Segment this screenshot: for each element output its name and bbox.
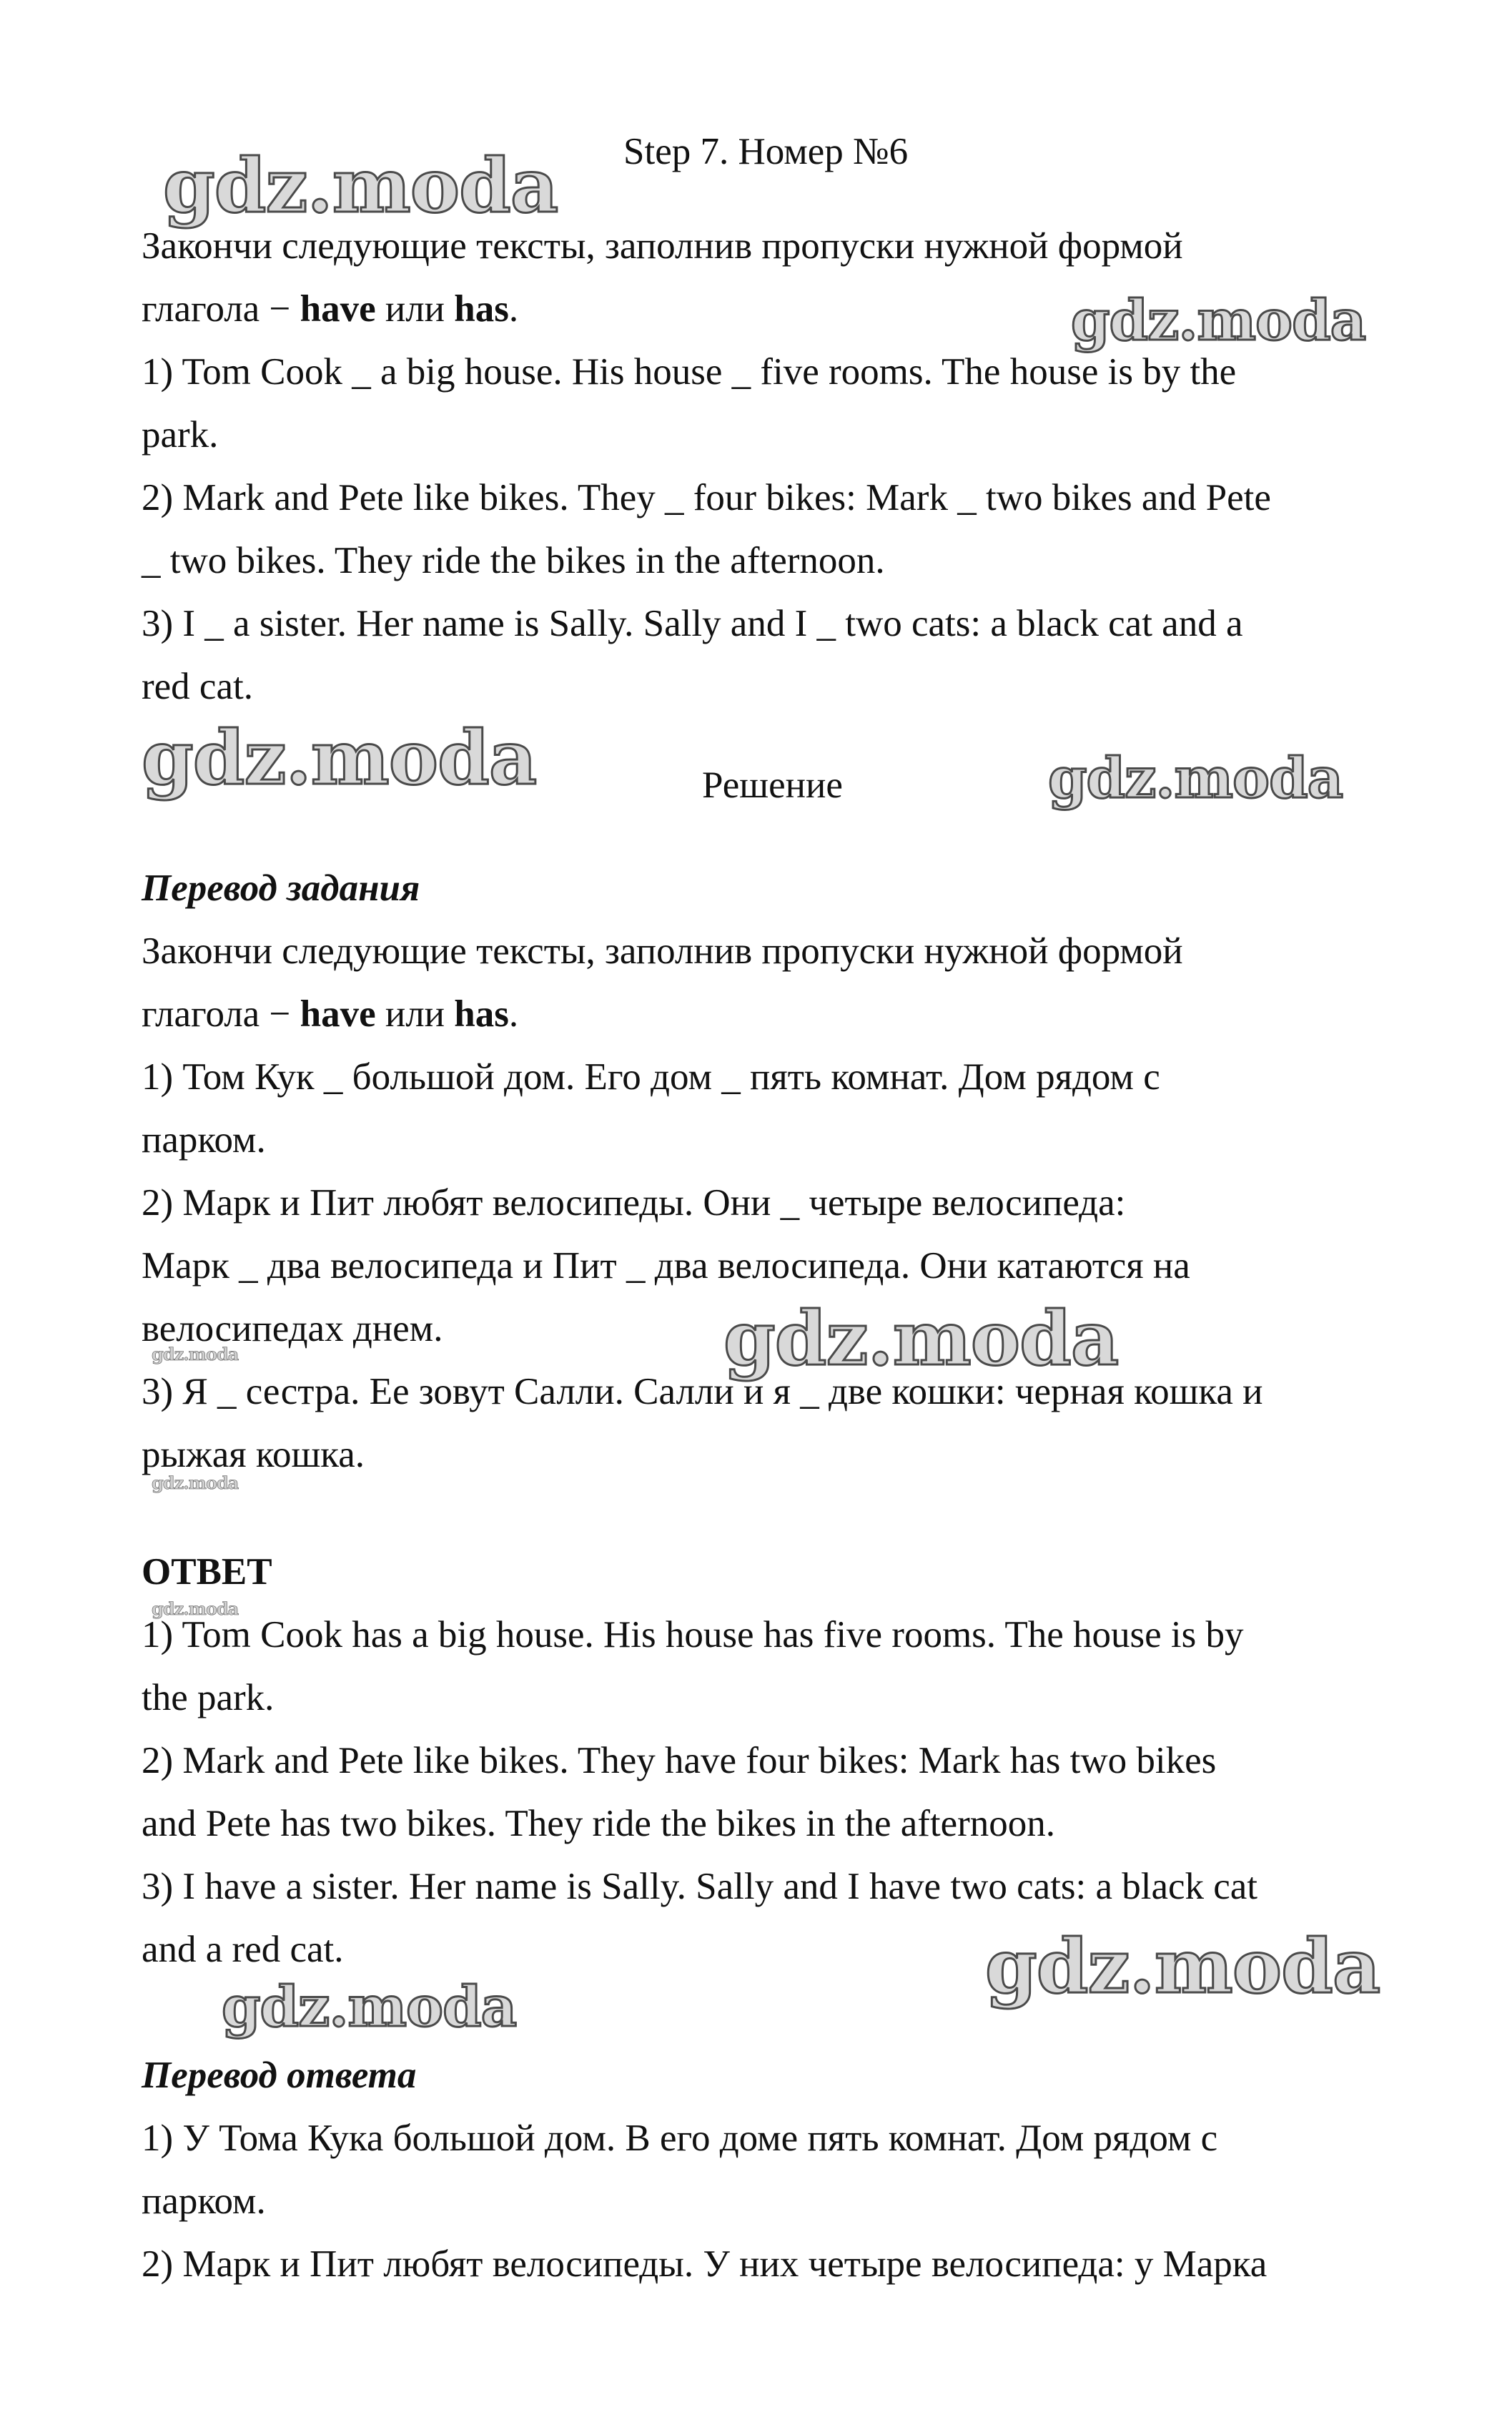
task-translation-intro-prefix: глагола − — [142, 993, 300, 1035]
answer-translation-line: парком. — [142, 2180, 266, 2222]
task-translation-line: Марк _ два велосипеда и Пит _ два велосипеда. Они катаются на — [142, 1245, 1190, 1287]
solution-label: Решение — [702, 764, 843, 806]
watermark-logo: gdz.moda — [152, 1598, 239, 1619]
watermark-logo: gdz.moda — [1048, 746, 1343, 811]
answer-line: and Pete has two bikes. They ride the bikes in the afternoon. — [142, 1803, 1056, 1844]
task-line: 1) Tom Cook _ a big house. His house _ five rooms. The house is by the — [142, 351, 1237, 393]
page-title: Step 7. Номер №6 — [623, 131, 909, 172]
answer-line: 3) I have a sister. Her name is Sally. Sally and I have two cats: a black cat — [142, 1866, 1258, 1907]
answer-line: and a red cat. — [142, 1929, 344, 1970]
task-translation-heading: Перевод задания — [142, 867, 420, 909]
watermark-logo: gdz.moda — [152, 1344, 239, 1364]
answer-line: 1) Tom Cook has a big house. His house has five rooms. The house is by — [142, 1614, 1244, 1656]
task-period: . — [508, 288, 519, 330]
watermark-logo: gdz.moda — [152, 1472, 239, 1493]
answer-line: 2) Mark and Pete like bikes. They have four bikes: Mark has two bikes — [142, 1740, 1217, 1781]
answer-translation-heading: Перевод ответа — [142, 2055, 417, 2096]
task-translation-line: 3) Я _ сестра. Ее зовут Салли. Салли и я _ две кошки: черная кошка и — [142, 1371, 1263, 1412]
task-translation-word-has: has — [454, 993, 509, 1035]
task-word-have: have — [300, 288, 376, 330]
answer-line: the park. — [142, 1677, 275, 1718]
watermark-logo: gdz.moda — [163, 142, 558, 230]
answer-translation-line: 1) У Тома Кука большой дом. В его доме пять комнат. Дом рядом с — [142, 2117, 1218, 2159]
task-translation-line: рыжая кошка. — [142, 1434, 365, 1475]
task-translation-intro-line-1: Закончи следующие тексты, заполнив пропуски нужной формой — [142, 930, 1183, 972]
answer-heading: ОТВЕТ — [142, 1551, 272, 1593]
task-translation-word-have: have — [300, 993, 376, 1035]
answer-translation-line: 2) Марк и Пит любят велосипеды. У них четыре велосипеда: у Марка — [142, 2243, 1268, 2285]
task-translation-word-or: или — [375, 993, 455, 1035]
task-translation-line: 1) Том Кук _ большой дом. Его дом _ пять комнат. Дом рядом с — [142, 1056, 1160, 1098]
task-translation-line: парком. — [142, 1119, 266, 1161]
task-intro-line-1: Закончи следующие тексты, заполнив пропуски нужной формой — [142, 225, 1183, 267]
task-line: park. — [142, 414, 219, 456]
task-translation-intro-line-2 — [142, 983, 1428, 1046]
task-translation-line: 2) Марк и Пит любят велосипеды. Они _ четыре велосипеда: — [142, 1182, 1126, 1224]
task-intro-line-2 — [142, 277, 1428, 340]
watermark-logo: gdz.moda — [142, 714, 537, 802]
task-translation-period: . — [508, 993, 519, 1035]
task-line: 3) I _ a sister. Her name is Sally. Sally and I _ two cats: a black cat and a — [142, 603, 1243, 644]
watermark-logo: gdz.moda — [222, 1974, 517, 2040]
task-word-or: или — [375, 288, 455, 330]
task-translation-line: велосипедах днем. — [142, 1308, 443, 1349]
task-line: _ two bikes. They ride the bikes in the afternoon. — [142, 540, 885, 581]
task-line: red cat. — [142, 666, 253, 707]
watermark-logo: gdz.moda — [1071, 288, 1366, 353]
task-intro-prefix: глагола − — [142, 288, 300, 330]
task-word-has: has — [454, 288, 509, 330]
watermark-logo: gdz.moda — [723, 1294, 1119, 1382]
task-line: 2) Mark and Pete like bikes. They _ four bikes: Mark _ two bikes and Pete — [142, 477, 1271, 518]
watermark-logo: gdz.moda — [985, 1922, 1380, 2010]
